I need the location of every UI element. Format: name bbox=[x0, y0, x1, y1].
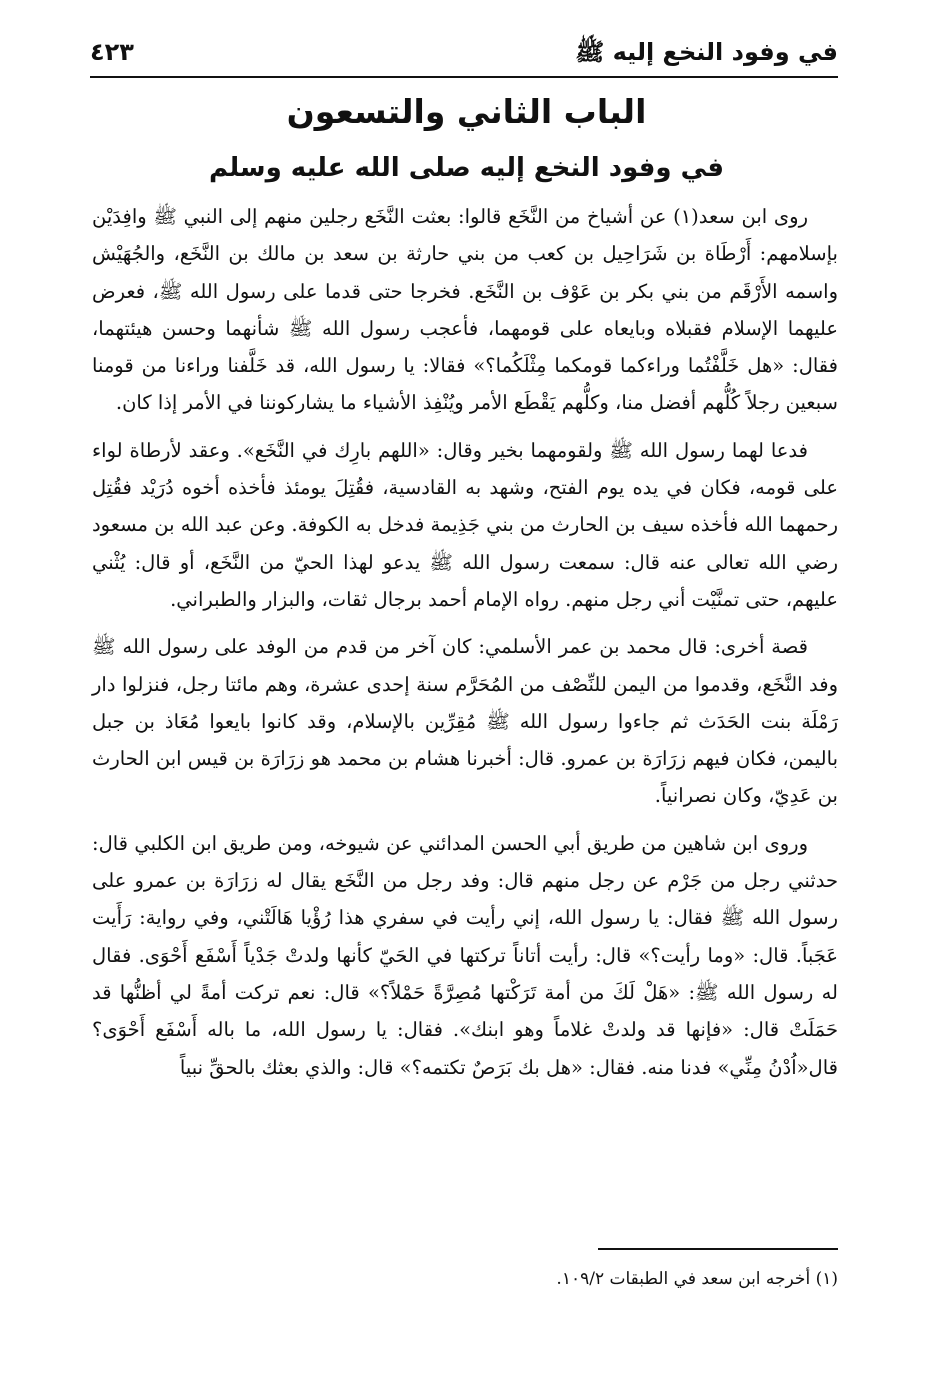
body-text bbox=[92, 198, 838, 1086]
chapter-title: الباب الثاني والتسعون bbox=[286, 92, 647, 131]
chapter-subtitle: في وفود النخع إليه صلى الله عليه وسلم bbox=[209, 153, 724, 183]
paragraph-1: روى ابن سعد(١) عن أشياخ من النَّخَع قالوا: بعثت النَّخَع رجلين منهم إلى النبي ﷺ وافِدَيْن بإسلامهم: أَرْطَاة بن شَرَاحِيل بن كعب من بني حارثة بن سعد بن مالك بن النَّخَع، والجُهَيْش واسمه الأَرْقَم من بني بكر بن عَوْف بن النَّخَع. فخرجا حتى قدما على رسول الله ﷺ، فعرض عليهما الإسلام فقبلاه وبايعاه على قومهما، فأعجب رسول الله ﷺ شأنهما وحسن هيئتهما، فقال: «هل خَلَّفْتُما وراءكما قومكما مِثْلَكُما؟» فقالا: يا رسول الله، قد خَلَّفنا وراءنا من قومنا سبعين رجلاً كُلُّهم أفضل منا، وكلُّهم يَقْطَع الأمر ويُنْفِذ الأشياء ما يشاركوننا في الأمر إذا كان. bbox=[92, 205, 838, 415]
running-title: في وفود النخع إليه ﷺ bbox=[575, 38, 838, 66]
page-number: ٤٢٣ bbox=[90, 38, 134, 66]
paragraph-2: فدعا لهما رسول الله ﷺ ولقومهما بخير وقال: «اللهم بارِك في النَّخَع». وعقد لأرطاة لواء على قومه، فكان في يده يوم الفتح، وشهد به القادسية، فقُتِلَ يومئذ فأخذه أخوه دُرَيْد فقُتِل رحمهما الله فأخذه سيف بن الحارث من بني جَذِيمة فدخل به الكوفة. وعن عبد الله بن مسعود رضي الله تعالى عنه قال: سمعت رسول الله ﷺ يدعو لهذا الحيّ من النَّخَع، أو قال: يُثْني عليهم، حتى تمنَّيْت أني رجل منهم. رواه الإمام أحمد برجال ثقات، والبزار والطبراني. bbox=[92, 438, 838, 611]
paragraph-4: وروى ابن شاهين من طريق أبي الحسن المدائني عن شيوخه، ومن طريق ابن الكلبي قال: حدثني رجل من جَرْم عن رجل منهم قال: وفد رجل من النَّخَع يقال له زرَارَة بن عمرو على رسول الله ﷺ فقال: يا رسول الله، إني رأيت في سفري هذا رُؤْيا هَالَتْني، وفي رواية: رَأَيت عَجَباً. قال: «وما رأيت؟» قال: رأيت أتاناً تركتها في الحَيّ كأنها ولدتْ جَدْياً أَسْفَع أَحْوَى. فقال له رسول الله ﷺ: «هَلْ لَكَ من أمة تَرَكْتها مُصِرَّةً حَمْلاً؟» قال: نعم تركت أمةً لي أظنُّها قد حَمَلَتْ قال: «فإنها قد ولدتْ غلاماً وهو ابنك». فقال: يا رسول الله، ما باله أَسْفَع أَحْوَى؟ قال«اُدْنُ مِنِّي» فدنا منه. فقال: «هل بك بَرَصٌ تكتمه؟» قال: والذي بعثك بالحقِّ نبياً bbox=[92, 831, 838, 1079]
paragraph-3: قصة أخرى: قال محمد بن عمر الأسلمي: كان آخر من قدم من الوفد على رسول الله ﷺ وفد النَّخَع، وقدموا من اليمن للنِّصْف من المُحَرَّم سنة إحدى عشرة، وهم مائتا رجل، فنزلوا دار رَمْلَة بنت الحَدَث ثم جاءوا رسول الله ﷺ مُقِرِّين بالإسلام، وقد كانوا بايعوا مُعَاذ بن جبل باليمن، فكان فيهم زرَارَة بن عمرو. قال: أخبرنا هشام بن محمد هو زرَارَة بن قيس ابن الحارث بن عَدِيّ، وكان نصرانياً. bbox=[92, 635, 838, 808]
footnote: (١) أخرجه ابن سعد في الطبقات ١٠٩/٢. bbox=[556, 1269, 838, 1289]
footnote-divider bbox=[598, 1248, 838, 1250]
running-header bbox=[90, 30, 838, 78]
